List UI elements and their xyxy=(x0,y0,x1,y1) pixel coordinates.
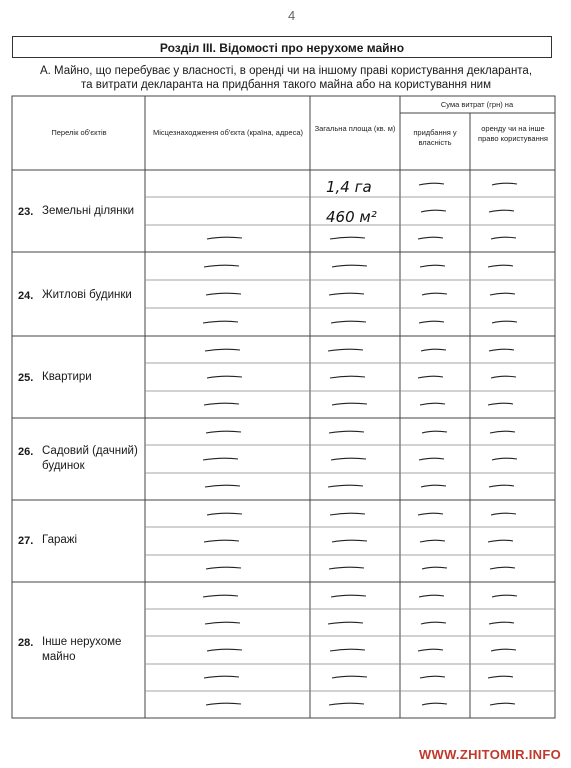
blank-dash-mark xyxy=(331,595,366,597)
blank-dash-mark xyxy=(422,431,447,433)
blank-dash-mark xyxy=(421,622,446,624)
blank-dash-mark xyxy=(206,703,241,705)
blank-dash-mark xyxy=(203,458,238,460)
blank-dash-mark xyxy=(419,458,444,460)
blank-dash-mark xyxy=(490,431,515,433)
blank-dash-mark xyxy=(490,703,515,705)
blank-dash-mark xyxy=(204,676,239,678)
blank-dash-mark xyxy=(422,703,447,705)
header-area: Загальна площа (кв. м) xyxy=(314,124,396,133)
blank-dash-mark xyxy=(420,540,445,542)
row-number-24: 24. xyxy=(18,290,34,302)
blank-dash-mark xyxy=(328,485,363,487)
blank-dash-mark xyxy=(421,485,446,487)
blank-dash-mark xyxy=(492,321,517,323)
blank-dash-mark xyxy=(205,622,240,624)
blank-dash-mark xyxy=(490,293,515,295)
blank-dash-mark xyxy=(330,649,365,651)
blank-dash-mark xyxy=(419,321,444,323)
row-label-summer-house: Садовий (дачний) будинок xyxy=(42,445,138,472)
row-number-28: 28. xyxy=(18,637,34,649)
header-object-list: Перелік об'єктів xyxy=(51,128,107,137)
blank-dash-mark xyxy=(206,431,241,433)
blank-dash-mark xyxy=(206,293,241,295)
row-label-apartments: Квартири xyxy=(42,371,92,383)
blank-dash-mark xyxy=(329,293,364,295)
blank-dash-mark xyxy=(328,349,363,351)
blank-dash-mark xyxy=(329,703,364,705)
blank-dash-mark xyxy=(332,265,367,267)
row-number-26: 26. xyxy=(18,446,34,458)
blank-dash-mark xyxy=(207,237,242,239)
header-purchase: придбання у власність xyxy=(413,128,457,147)
blank-dash-mark xyxy=(203,595,238,597)
blank-dash-mark xyxy=(491,513,516,515)
blank-dash-mark xyxy=(204,403,239,405)
blank-dash-mark xyxy=(419,595,444,597)
blank-dash-mark xyxy=(488,265,513,267)
subsection-line-1: А. Майно, що перебуває у власності, в оренді чи на іншому праві користування декларанта, xyxy=(39,65,533,77)
blank-dash-mark xyxy=(332,540,367,542)
subsection-line-2: та витрати декларанта на придбання такого майна або на користування ним xyxy=(81,79,491,91)
blank-dash-mark xyxy=(332,676,367,678)
row-number-27: 27. xyxy=(18,535,34,547)
blank-dash-mark xyxy=(330,237,365,239)
blank-dash-mark xyxy=(331,458,366,460)
row-label-houses: Житлові будинки xyxy=(42,289,132,301)
row-label-other-property: Інше нерухоме майно xyxy=(42,636,122,663)
row-number-23: 23. xyxy=(18,206,34,218)
blank-dash-mark xyxy=(488,676,513,678)
blank-dash-mark xyxy=(418,376,443,378)
blank-dash-mark xyxy=(422,293,447,295)
blank-dash-mark xyxy=(331,321,366,323)
header-location: Місцезнаходження об'єкта (країна, адреса) xyxy=(153,128,303,137)
blank-dash-mark xyxy=(491,649,516,651)
blank-dash-mark xyxy=(330,513,365,515)
blank-dash-mark xyxy=(207,649,242,651)
blank-dash-mark xyxy=(492,183,517,185)
blank-dash-mark xyxy=(329,567,364,569)
blank-dash-mark xyxy=(204,265,239,267)
land-area-value-2: 460 м² xyxy=(326,208,377,226)
blank-dash-mark xyxy=(421,210,446,212)
row-number-25: 25. xyxy=(18,372,34,384)
land-area-value-1: 1,4 га xyxy=(326,178,372,196)
blank-dash-mark xyxy=(206,567,241,569)
blank-dash-mark xyxy=(420,265,445,267)
blank-dash-mark xyxy=(492,458,517,460)
blank-dash-mark xyxy=(207,513,242,515)
row-label-garages: Гаражі xyxy=(42,534,78,546)
blank-dash-mark xyxy=(489,210,514,212)
blank-dash-mark xyxy=(418,513,443,515)
blank-dash-mark xyxy=(418,649,443,651)
blank-dash-mark xyxy=(492,595,517,597)
blank-dash-mark xyxy=(421,349,446,351)
blank-dash-mark xyxy=(490,567,515,569)
blank-dash-mark xyxy=(491,376,516,378)
section-title: Розділ ІІІ. Відомості про нерухоме майно xyxy=(12,36,552,58)
blank-dash-mark xyxy=(488,403,513,405)
header-expenses: Сума витрат (грн) на xyxy=(440,100,514,109)
blank-dash-mark xyxy=(205,349,240,351)
blank-dash-mark xyxy=(491,237,516,239)
blank-dash-mark xyxy=(489,622,514,624)
page-number: 4 xyxy=(288,8,296,23)
blank-dash-mark xyxy=(332,403,367,405)
blank-dash-mark xyxy=(207,376,242,378)
watermark-footer: WWW.ZHITOMIR.INFO xyxy=(418,747,561,762)
blank-dash-mark xyxy=(488,540,513,542)
blank-dash-mark xyxy=(420,676,445,678)
row-label-land: Земельні ділянки xyxy=(42,205,135,217)
header-rent: оренду чи на інше право користування xyxy=(478,124,548,143)
blank-dash-mark xyxy=(203,321,238,323)
blank-dash-mark xyxy=(419,183,444,185)
blank-dash-mark xyxy=(420,403,445,405)
blank-dash-mark xyxy=(418,237,443,239)
blank-dash-mark xyxy=(422,567,447,569)
blank-dash-mark xyxy=(489,349,514,351)
blank-dash-mark xyxy=(489,485,514,487)
blank-dash-mark xyxy=(204,540,239,542)
blank-dash-mark xyxy=(330,376,365,378)
blank-dash-mark xyxy=(328,622,363,624)
blank-dash-mark xyxy=(205,485,240,487)
blank-dash-mark xyxy=(329,431,364,433)
